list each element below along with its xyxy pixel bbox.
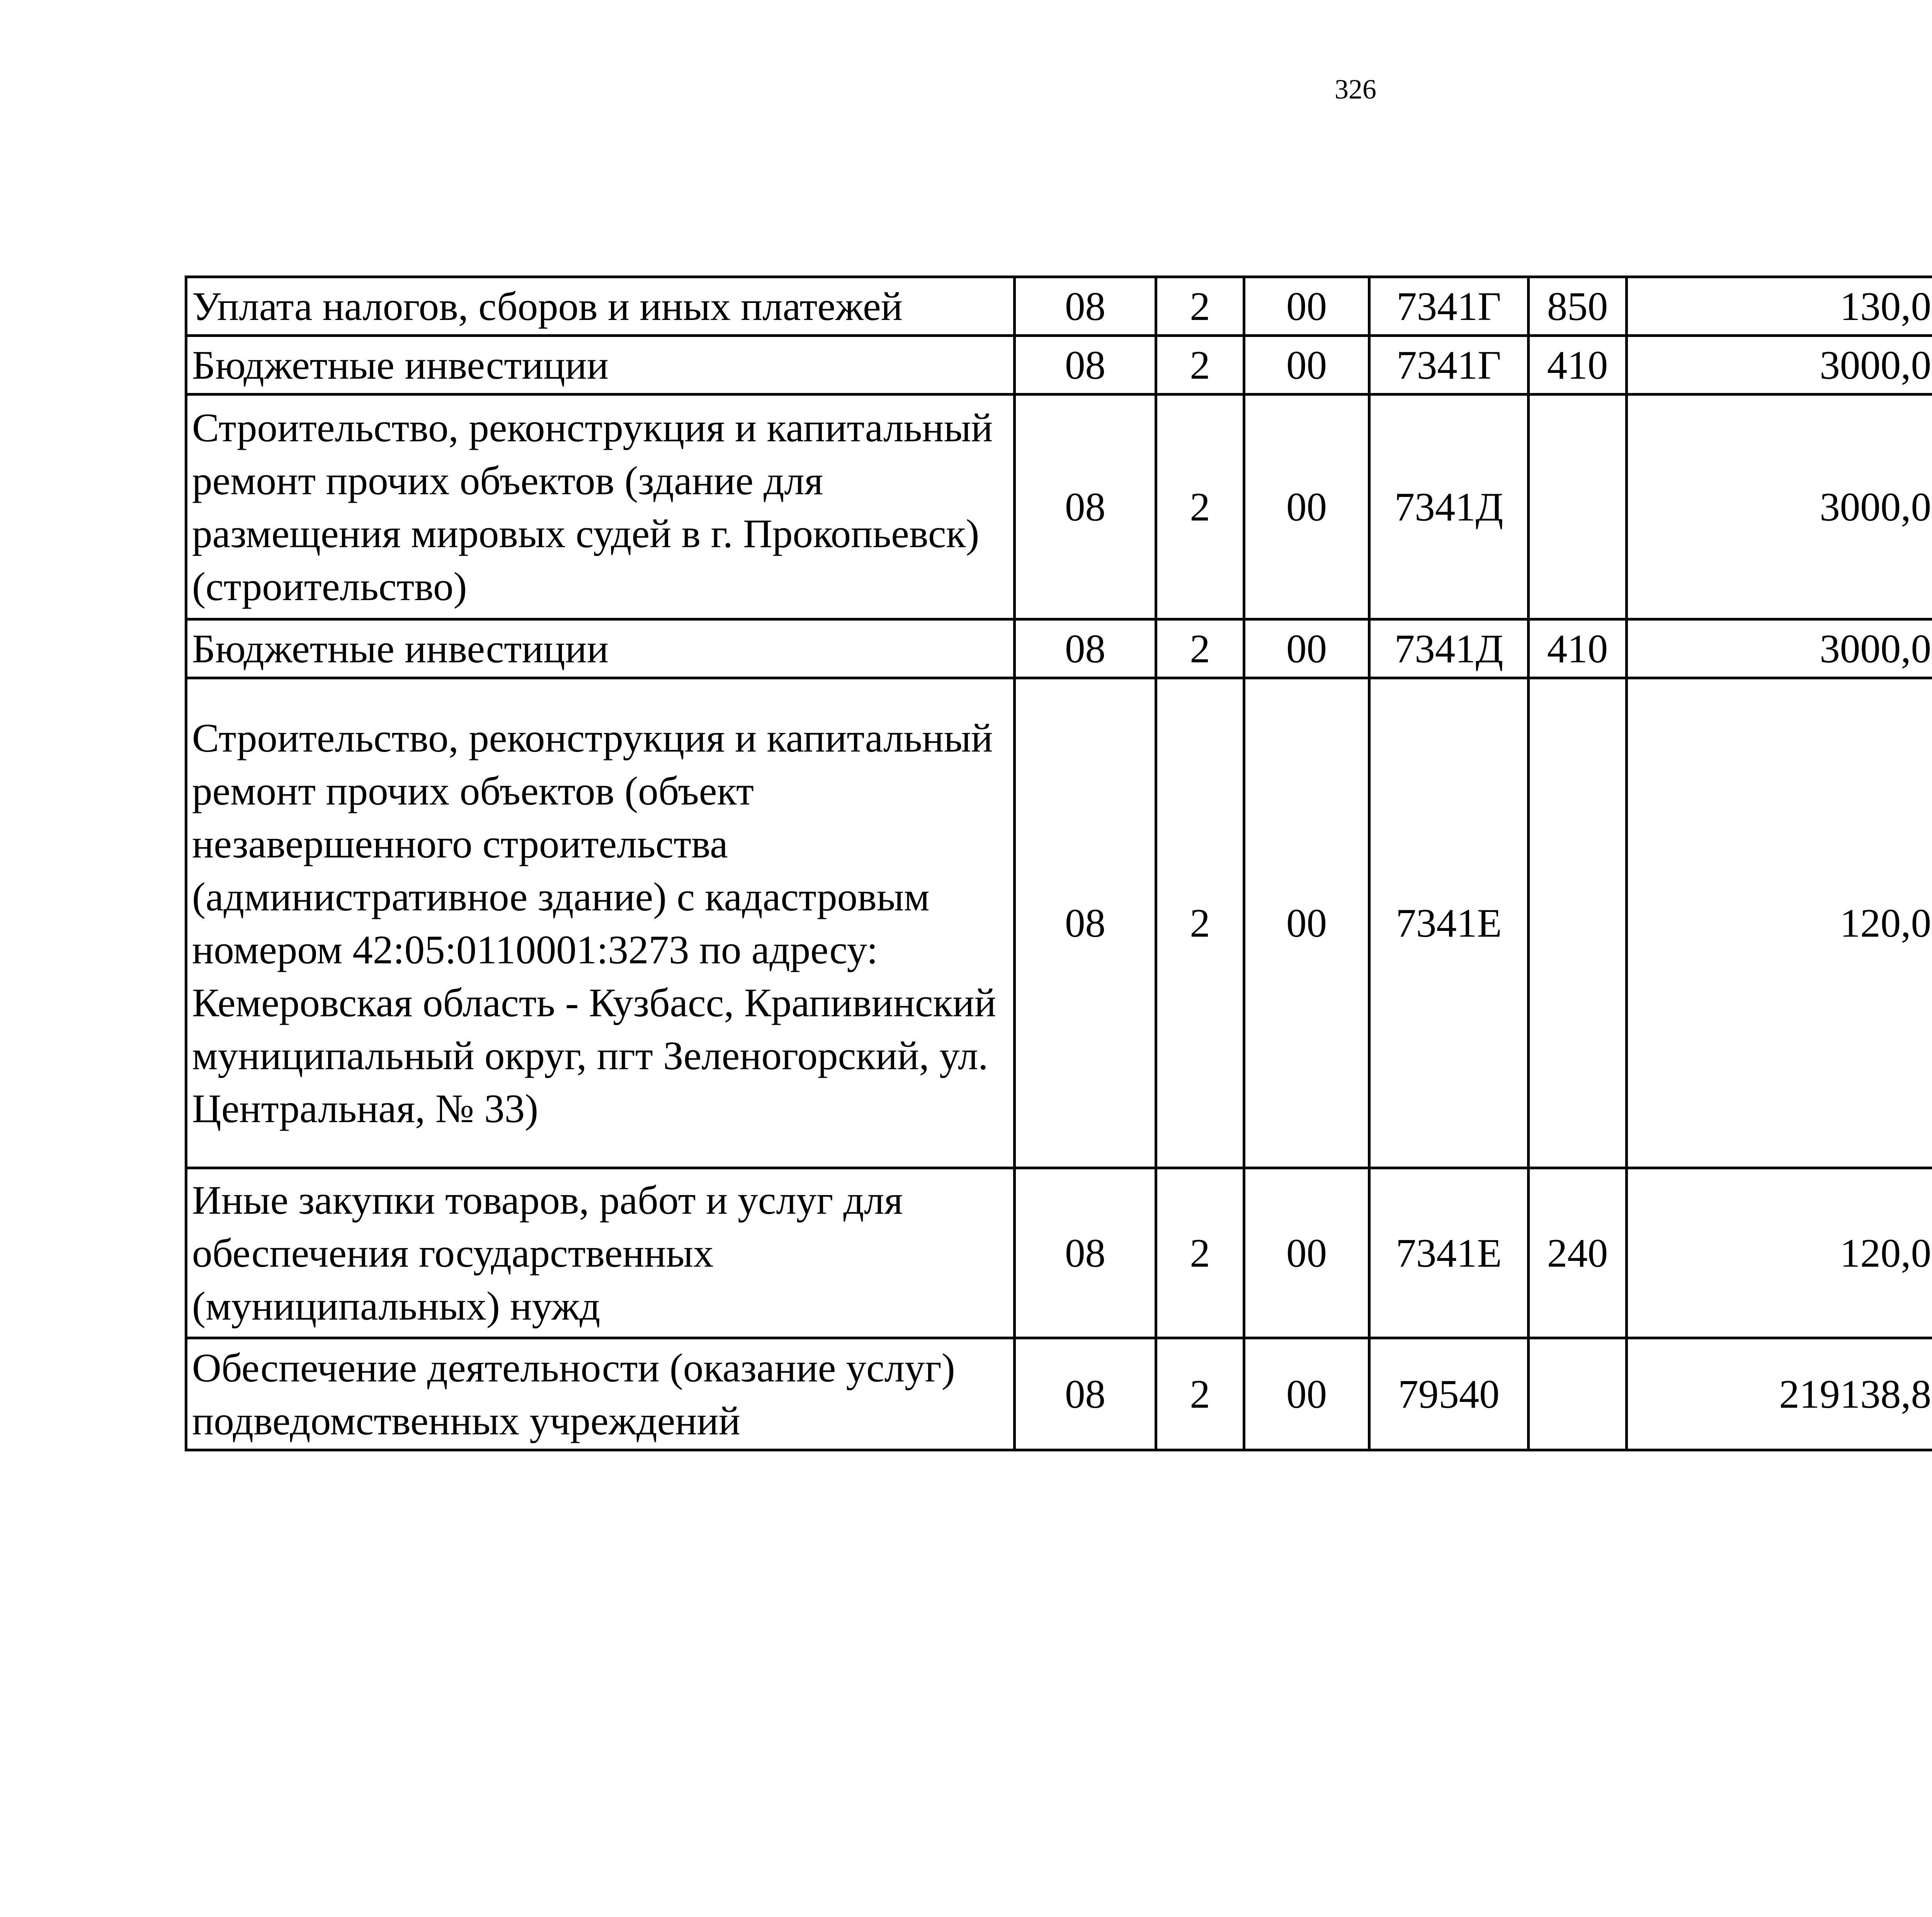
program-code: 00	[1244, 619, 1369, 678]
amount-year-1: 219138,8	[1627, 1338, 1932, 1450]
program-code: 00	[1244, 1338, 1369, 1450]
section-code: 08	[1015, 1168, 1156, 1338]
program-code: 00	[1244, 336, 1369, 395]
amount-year-1: 3000,0	[1627, 395, 1932, 619]
page-number: 326	[1335, 74, 1376, 105]
row-name: Строительство, реконструкция и капитальный ремонт прочих объектов (здание для размещения мировых судей в г. Прокопьевск) (строительство)	[186, 395, 1015, 619]
section-code: 08	[1015, 678, 1156, 1168]
budget-table	[185, 276, 1932, 1451]
row-name: Обеспечение деятельности (оказание услуг) подведомственных учреждений	[186, 1338, 1015, 1450]
section-code: 08	[1015, 336, 1156, 395]
amount-year-1: 120,0	[1627, 1168, 1932, 1338]
table-row	[186, 619, 1932, 678]
target-article-code: 7341Д	[1369, 395, 1529, 619]
program-code: 00	[1244, 395, 1369, 619]
expense-type-code: 410	[1529, 619, 1627, 678]
table-row	[186, 277, 1932, 336]
subsection-code: 2	[1156, 678, 1244, 1168]
expense-type-code: 410	[1529, 336, 1627, 395]
amount-year-1: 120,0	[1627, 678, 1932, 1168]
section-code: 08	[1015, 619, 1156, 678]
row-name: Иные закупки товаров, работ и услуг для обеспечения государственных (муниципальных) нужд	[186, 1168, 1015, 1338]
amount-year-1: 3000,0	[1627, 336, 1932, 395]
target-article-code: 7341Д	[1369, 619, 1529, 678]
section-code: 08	[1015, 395, 1156, 619]
expense-type-code: 850	[1529, 277, 1627, 336]
expense-type-code	[1529, 678, 1627, 1168]
amount-year-1: 130,0	[1627, 277, 1932, 336]
section-code: 08	[1015, 277, 1156, 336]
subsection-code: 2	[1156, 1168, 1244, 1338]
subsection-code: 2	[1156, 619, 1244, 678]
amount-year-1: 3000,0	[1627, 619, 1932, 678]
section-code: 08	[1015, 1338, 1156, 1450]
row-name: Бюджетные инвестиции	[186, 619, 1015, 678]
table-row	[186, 678, 1932, 1168]
program-code: 00	[1244, 1168, 1369, 1338]
target-article-code: 7341Е	[1369, 1168, 1529, 1338]
target-article-code: 7341Г	[1369, 336, 1529, 395]
expense-type-code	[1529, 1338, 1627, 1450]
target-article-code: 79540	[1369, 1338, 1529, 1450]
target-article-code: 7341Г	[1369, 277, 1529, 336]
table-row	[186, 395, 1932, 619]
row-name: Бюджетные инвестиции	[186, 336, 1015, 395]
table-row	[186, 1338, 1932, 1450]
row-name: Уплата налогов, сборов и иных платежей	[186, 277, 1015, 336]
subsection-code: 2	[1156, 336, 1244, 395]
program-code: 00	[1244, 277, 1369, 336]
table-row	[186, 1168, 1932, 1338]
expense-type-code: 240	[1529, 1168, 1627, 1338]
table-row	[186, 336, 1932, 395]
subsection-code: 2	[1156, 1338, 1244, 1450]
program-code: 00	[1244, 678, 1369, 1168]
subsection-code: 2	[1156, 395, 1244, 619]
row-name: Строительство, реконструкция и капитальный ремонт прочих объектов (объект незавершенного строительства (административное здание) с кадастровым номером 42:05:0110001:3273 по адресу: Кемеровская область - Кузбасс, Крапивинский муниципальный округ, пгт Зеленогорский, ул. Центральная, № 33)	[186, 678, 1015, 1168]
target-article-code: 7341Е	[1369, 678, 1529, 1168]
subsection-code: 2	[1156, 277, 1244, 336]
expense-type-code	[1529, 395, 1627, 619]
